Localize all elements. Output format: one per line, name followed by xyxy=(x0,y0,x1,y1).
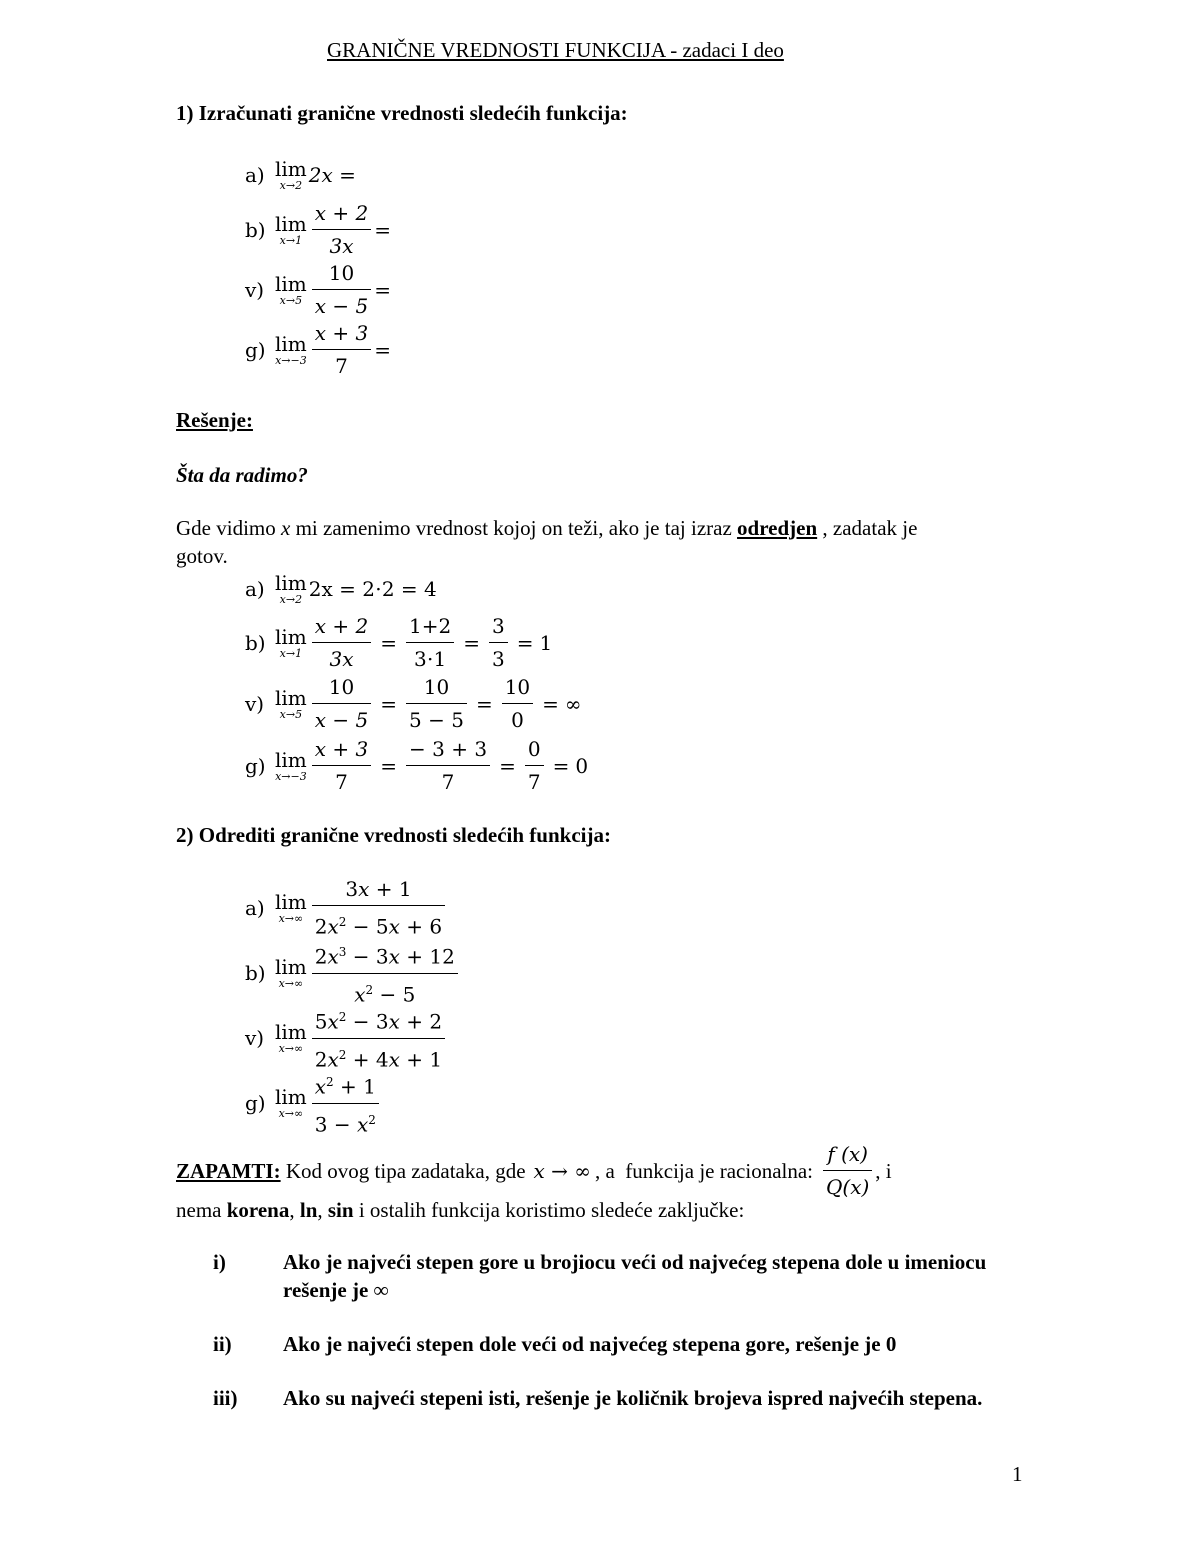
item-label: v) xyxy=(245,1026,265,1051)
note-line1 xyxy=(176,1140,892,1201)
item-label: a) xyxy=(245,577,265,601)
item-label: a) xyxy=(245,163,265,187)
text-segment: mi zamenimo vrednost kojoj on teži, ako je taj izraz xyxy=(295,516,732,540)
note-label: ZAPAMTI: xyxy=(176,1158,281,1183)
item-label: a) xyxy=(245,895,265,920)
fraction: $\frac{5x^2 - 3x + 2}{2x^2 + 4x + 1}$ xyxy=(312,1003,445,1073)
solution-item-a xyxy=(245,572,437,606)
rule-text: Ako je najveći stepen gore u brojiocu veći od najvećeg stepena dole u imeniocu rešenje je ∞ xyxy=(283,1250,987,1302)
text-segment: nema xyxy=(176,1198,227,1222)
task1-item-a xyxy=(245,158,356,192)
keyword-ln: ln xyxy=(299,1198,318,1222)
lim-operator: lim x→5 xyxy=(275,271,307,307)
item-label: b) xyxy=(245,961,266,986)
item-label: b) xyxy=(245,217,266,242)
note-line2 xyxy=(176,1196,744,1224)
page-number: 1 xyxy=(1012,1462,1023,1486)
task2-item-b xyxy=(245,938,461,1008)
rule-text: Ako su najveći stepeni isti, rešenje je količnik brojeva ispred najvećih stepena. xyxy=(283,1386,983,1410)
rule-number: i) xyxy=(213,1250,226,1274)
fraction: $\frac{x + 2}{3x}$ xyxy=(312,199,371,260)
fraction: $\frac{x + 3}{7}$ xyxy=(312,735,371,796)
equals-sign: = xyxy=(374,217,392,242)
item-label: v) xyxy=(245,277,265,302)
task1-heading: 1) Izračunati granične vrednosti sledećih funkcija: xyxy=(176,101,628,125)
fraction: $\frac{10}{5 - 5}$ xyxy=(406,673,467,734)
solution-paragraph-line2: gotov. xyxy=(176,544,228,568)
expression: 2x = xyxy=(308,163,356,187)
rule-number: ii) xyxy=(213,1332,232,1356)
fraction: $\frac{3x + 1}{2x^2 - 5x + 6}$ xyxy=(312,875,445,941)
fraction: $\frac{2x^3 - 3x + 12}{x^2 - 5}$ xyxy=(312,938,458,1008)
text-segment: Kod ovog tipa zadataka, gde xyxy=(280,1158,526,1183)
fraction: $\frac{10}{x - 5}$ xyxy=(312,259,371,320)
lim-operator: lim x→∞ xyxy=(275,955,307,991)
fraction: $\frac{10}{0}$ xyxy=(502,673,533,734)
solution-question: Šta da radimo? xyxy=(176,463,308,487)
keyword-odredjen: odredjen xyxy=(737,516,818,540)
fraction: $\frac{3}{3}$ xyxy=(489,612,508,673)
solution-item-g: g) lim x→−3 $\frac{x + 3}{7}$ = $\frac{- 3 + 3}{7}$ = $\frac{0}{7}$ = 0 xyxy=(245,737,589,794)
item-label: v) xyxy=(245,691,265,716)
text-segment: , i xyxy=(875,1158,892,1183)
task2-item-g xyxy=(245,1068,382,1138)
fraction: $\frac{x + 2}{3x}$ xyxy=(312,612,371,673)
lim-operator: lim x→2 xyxy=(275,571,307,606)
task2-item-v xyxy=(245,1003,448,1073)
equals-sign: = xyxy=(374,337,392,362)
text-segment: , xyxy=(317,1198,328,1222)
lim-operator: lim x→∞ xyxy=(275,1085,307,1121)
item-label: g) xyxy=(245,1091,266,1116)
page-title: GRANIČNE VREDNOSTI FUNKCIJA - zadaci I deo xyxy=(327,38,784,62)
result: 1 xyxy=(539,630,553,655)
rule-number: iii) xyxy=(213,1386,238,1410)
lim-operator: lim x→2 xyxy=(275,157,307,192)
rule-text: Ako je najveći stepen dole veći od najvećeg stepena gore, rešenje je 0 xyxy=(283,1332,897,1356)
text-segment: , xyxy=(289,1198,300,1222)
text-segment: , zadatak je xyxy=(817,516,918,540)
solution-heading: Rešenje: xyxy=(176,408,253,432)
keyword-sin: sin xyxy=(327,1198,354,1222)
equals-sign: = xyxy=(374,277,392,302)
fraction: $\frac{10}{x - 5}$ xyxy=(312,673,371,734)
task2-item-a xyxy=(245,875,448,941)
arrow-expression: x → ∞ xyxy=(533,1158,591,1183)
solution-item-b: b) lim x→1 $\frac{x + 2}{3x}$ = $\frac{1+2}{3\cdot 1}$ = $\frac{3}{3}$ = 1 xyxy=(245,614,553,671)
expression: 2x = 2⋅2 = 4 xyxy=(308,577,437,601)
rational-fraction: $\frac{f (x)}{Q(x)}$ xyxy=(823,1140,872,1201)
variable-x: x xyxy=(281,516,291,540)
lim-operator: lim x→∞ xyxy=(275,889,307,925)
solution-paragraph xyxy=(176,514,917,542)
task2-heading: 2) Odrediti granične vrednosti sledećih funkcija: xyxy=(176,823,611,847)
text-segment: , a funkcija je racionalna: xyxy=(594,1158,814,1183)
item-label: g) xyxy=(245,337,266,362)
lim-operator: lim x→−3 xyxy=(275,331,307,367)
task1-item-v xyxy=(245,259,391,320)
solution-item-v: v) lim x→5 $\frac{10}{x - 5}$ = $\frac{10}{5 - 5}$ = $\frac{10}{0}$ = ∞ xyxy=(245,675,582,732)
task1-item-g xyxy=(245,319,391,380)
lim-operator: lim x→∞ xyxy=(275,1020,307,1056)
fraction: $\frac{x + 3}{7}$ xyxy=(312,319,371,380)
item-label: b) xyxy=(245,630,266,655)
fraction: $\frac{- 3 + 3}{7}$ xyxy=(406,735,490,796)
lim-operator: lim x→5 xyxy=(275,685,307,721)
result: 0 xyxy=(575,753,589,778)
fraction: $\frac{x^2 + 1}{3 - x^2}$ xyxy=(312,1068,379,1138)
text-segment: Gde vidimo xyxy=(176,516,276,540)
text-segment: i ostalih funkcija koristimo sledeće zaključke: xyxy=(353,1198,745,1222)
result: ∞ xyxy=(564,691,582,716)
keyword-korena: korena xyxy=(226,1198,290,1222)
fraction: $\frac{1+2}{3\cdot 1}$ xyxy=(406,612,454,673)
fraction: $\frac{0}{7}$ xyxy=(525,735,544,796)
lim-operator: lim x→1 xyxy=(275,624,307,660)
lim-operator: lim x→1 xyxy=(275,211,307,247)
item-label: g) xyxy=(245,753,266,778)
lim-operator: lim x→−3 xyxy=(275,747,307,783)
task1-item-b xyxy=(245,199,391,260)
